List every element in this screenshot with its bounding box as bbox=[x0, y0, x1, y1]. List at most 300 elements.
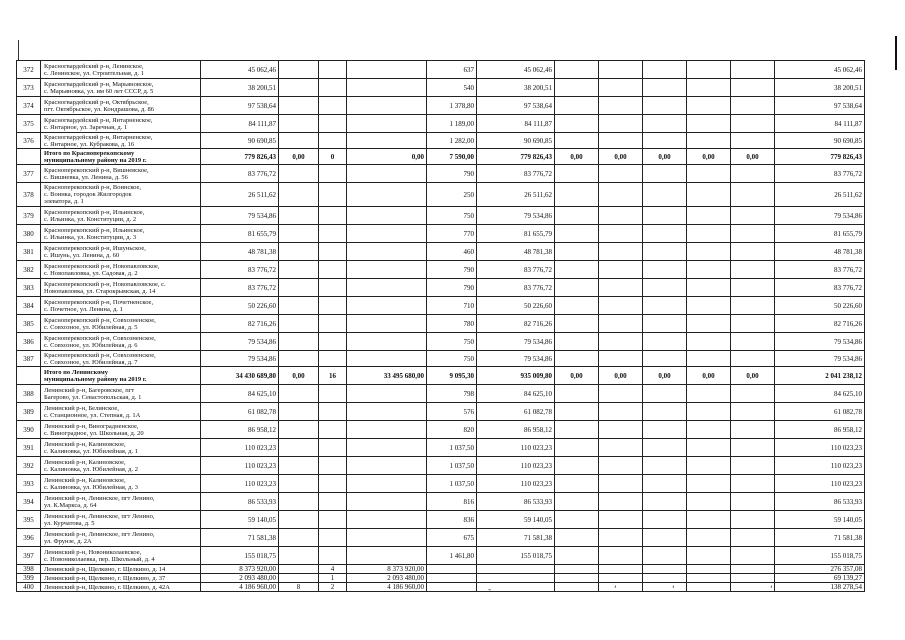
value-cell: 79 534,86 bbox=[201, 351, 279, 367]
value-cell bbox=[643, 133, 687, 149]
value-cell: 4 bbox=[319, 565, 347, 574]
value-cell bbox=[687, 297, 731, 315]
value-cell: 0,00 bbox=[731, 149, 775, 165]
value-cell bbox=[643, 547, 687, 565]
value-cell bbox=[555, 79, 599, 97]
value-cell bbox=[279, 297, 319, 315]
value-cell: 38 200,51 bbox=[775, 79, 865, 97]
value-cell bbox=[319, 385, 347, 403]
value-cell: 790 bbox=[427, 279, 477, 297]
value-cell bbox=[279, 403, 319, 421]
row-number-cell bbox=[17, 367, 41, 385]
handwritten-mark: ‘ bbox=[672, 585, 675, 595]
value-cell bbox=[347, 421, 427, 439]
value-cell bbox=[731, 547, 775, 565]
value-cell bbox=[643, 421, 687, 439]
table-row bbox=[17, 439, 865, 457]
value-cell bbox=[643, 79, 687, 97]
value-cell bbox=[279, 225, 319, 243]
row-number-cell: 374 bbox=[17, 97, 41, 115]
value-cell bbox=[599, 475, 643, 493]
value-cell: 79 534,86 bbox=[201, 333, 279, 351]
row-number-cell: 389 bbox=[17, 403, 41, 421]
value-cell: 0,00 bbox=[599, 149, 643, 165]
value-cell: 83 776,72 bbox=[477, 279, 555, 297]
value-cell bbox=[319, 439, 347, 457]
value-cell: 83 776,72 bbox=[477, 165, 555, 183]
value-cell bbox=[347, 547, 427, 565]
row-number-cell: 380 bbox=[17, 225, 41, 243]
value-cell bbox=[599, 225, 643, 243]
table-row bbox=[17, 565, 865, 574]
value-cell bbox=[279, 565, 319, 574]
value-cell bbox=[643, 511, 687, 529]
value-cell bbox=[347, 439, 427, 457]
value-cell bbox=[687, 457, 731, 475]
value-cell bbox=[555, 183, 599, 207]
value-cell bbox=[555, 297, 599, 315]
row-number-cell: 396 bbox=[17, 529, 41, 547]
table-row bbox=[17, 279, 865, 297]
value-cell: 61 082,78 bbox=[477, 403, 555, 421]
value-cell: 79 534,86 bbox=[201, 207, 279, 225]
value-cell: 8 373 920,00 bbox=[347, 565, 427, 574]
value-cell: 86 533,93 bbox=[775, 493, 865, 511]
value-cell bbox=[687, 333, 731, 351]
value-cell bbox=[319, 183, 347, 207]
value-cell: 790 bbox=[427, 261, 477, 279]
value-cell bbox=[319, 475, 347, 493]
value-cell bbox=[731, 279, 775, 297]
address-cell: Ленинский р-н, Багеровское, пгт Багерово, ул. Севастопольская, д. 1 bbox=[41, 385, 201, 403]
value-cell bbox=[599, 457, 643, 475]
value-cell: 750 bbox=[427, 333, 477, 351]
value-cell: 710 bbox=[427, 297, 477, 315]
value-cell bbox=[687, 493, 731, 511]
total-row bbox=[17, 149, 865, 165]
value-cell bbox=[643, 315, 687, 333]
value-cell: 83 776,72 bbox=[201, 261, 279, 279]
value-cell bbox=[279, 315, 319, 333]
value-cell bbox=[643, 61, 687, 79]
value-cell bbox=[731, 165, 775, 183]
address-cell: Ленинский р-н, Щелкино, г. Щелкино, д. 14 bbox=[41, 565, 201, 574]
value-cell bbox=[687, 115, 731, 133]
value-cell: 820 bbox=[427, 421, 477, 439]
row-number-cell: 378 bbox=[17, 183, 41, 207]
value-cell: 79 534,86 bbox=[775, 351, 865, 367]
table-row bbox=[17, 547, 865, 565]
address-cell: Ленинский р-н, Калиновское, с. Калиновка, ул. Юбилейная, д. 3 bbox=[41, 475, 201, 493]
value-cell: 155 018,75 bbox=[201, 547, 279, 565]
value-cell bbox=[319, 511, 347, 529]
value-cell bbox=[347, 529, 427, 547]
value-cell bbox=[279, 261, 319, 279]
value-cell bbox=[643, 457, 687, 475]
value-cell bbox=[555, 165, 599, 183]
value-cell bbox=[731, 583, 775, 592]
value-cell bbox=[599, 115, 643, 133]
value-cell bbox=[347, 315, 427, 333]
value-cell bbox=[319, 547, 347, 565]
value-cell: 48 781,38 bbox=[477, 243, 555, 261]
value-cell bbox=[599, 297, 643, 315]
value-cell bbox=[319, 421, 347, 439]
value-cell bbox=[731, 315, 775, 333]
value-cell bbox=[555, 385, 599, 403]
value-cell bbox=[599, 493, 643, 511]
value-cell bbox=[555, 583, 599, 592]
value-cell: 79 534,86 bbox=[775, 207, 865, 225]
value-cell: 83 776,72 bbox=[775, 279, 865, 297]
value-cell: 83 776,72 bbox=[477, 261, 555, 279]
value-cell: 26 511,62 bbox=[477, 183, 555, 207]
table-row bbox=[17, 61, 865, 79]
value-cell: 0,00 bbox=[687, 367, 731, 385]
address-cell: Красноперекопский р-н, Вишневское, с. Вишневка, ул. Ленина, д. 56 bbox=[41, 165, 201, 183]
table-row bbox=[17, 511, 865, 529]
value-cell bbox=[599, 133, 643, 149]
value-cell bbox=[555, 529, 599, 547]
row-number-cell: 387 bbox=[17, 351, 41, 367]
address-cell: Итого по Красноперекопскому муниципальному району на 2019 г. bbox=[41, 149, 201, 165]
value-cell bbox=[319, 261, 347, 279]
value-cell: 86 958,12 bbox=[201, 421, 279, 439]
table-row bbox=[17, 243, 865, 261]
value-cell bbox=[279, 97, 319, 115]
value-cell bbox=[643, 403, 687, 421]
value-cell: 71 581,38 bbox=[775, 529, 865, 547]
table-row bbox=[17, 385, 865, 403]
value-cell: 33 495 680,00 bbox=[347, 367, 427, 385]
value-cell: 45 062,46 bbox=[477, 61, 555, 79]
value-cell: 816 bbox=[427, 493, 477, 511]
table-row bbox=[17, 97, 865, 115]
value-cell: 8 373 920,00 bbox=[201, 565, 279, 574]
value-cell bbox=[555, 243, 599, 261]
value-cell bbox=[599, 207, 643, 225]
value-cell: 50 226,60 bbox=[775, 297, 865, 315]
value-cell bbox=[279, 115, 319, 133]
value-cell: 1 189,00 bbox=[427, 115, 477, 133]
table-row bbox=[17, 79, 865, 97]
value-cell: 1 bbox=[319, 574, 347, 583]
value-cell: 79 534,86 bbox=[477, 333, 555, 351]
value-cell bbox=[319, 529, 347, 547]
value-cell bbox=[319, 333, 347, 351]
value-cell bbox=[279, 79, 319, 97]
value-cell bbox=[279, 385, 319, 403]
value-cell bbox=[347, 403, 427, 421]
value-cell: 779 826,43 bbox=[775, 149, 865, 165]
address-cell: Красноперекопский р-н, Совхозненское, с. Совхозное, ул. Юбилейная, д. 5 bbox=[41, 315, 201, 333]
value-cell: 576 bbox=[427, 403, 477, 421]
value-cell bbox=[279, 183, 319, 207]
address-cell: Ленинский р-н, Ленинское, пгт Ленино, ул. Курчатова, д. 5 bbox=[41, 511, 201, 529]
value-cell bbox=[319, 115, 347, 133]
value-cell: 1 461,80 bbox=[427, 547, 477, 565]
value-cell: 110 023,23 bbox=[477, 439, 555, 457]
value-cell bbox=[731, 574, 775, 583]
value-cell: 750 bbox=[427, 207, 477, 225]
value-cell bbox=[555, 115, 599, 133]
row-number-cell: 386 bbox=[17, 333, 41, 351]
value-cell bbox=[643, 529, 687, 547]
value-cell: 138 278,54 bbox=[775, 583, 865, 592]
handwritten-mark: ‘ bbox=[770, 585, 773, 595]
value-cell bbox=[347, 115, 427, 133]
value-cell bbox=[427, 583, 477, 592]
value-cell bbox=[643, 225, 687, 243]
address-cell: Красноперекопский р-н, Ишуньское, с. Ишунь, ул. Ленина, д. 60 bbox=[41, 243, 201, 261]
value-cell bbox=[427, 565, 477, 574]
value-cell bbox=[347, 225, 427, 243]
address-cell: Красноперекопский р-н, Почетненское, с. Почетное, ул. Ленина, д. 1 bbox=[41, 297, 201, 315]
row-number-cell: 375 bbox=[17, 115, 41, 133]
value-cell: 0,00 bbox=[555, 367, 599, 385]
value-cell bbox=[643, 565, 687, 574]
value-cell bbox=[599, 421, 643, 439]
value-cell bbox=[687, 279, 731, 297]
value-cell: 110 023,23 bbox=[775, 439, 865, 457]
table-row bbox=[17, 165, 865, 183]
value-cell: 97 538,64 bbox=[201, 97, 279, 115]
value-cell: 0,00 bbox=[555, 149, 599, 165]
value-cell bbox=[555, 315, 599, 333]
value-cell: 86 533,93 bbox=[477, 493, 555, 511]
value-cell bbox=[731, 421, 775, 439]
value-cell: 110 023,23 bbox=[477, 457, 555, 475]
value-cell: 155 018,75 bbox=[775, 547, 865, 565]
value-cell bbox=[427, 574, 477, 583]
value-cell bbox=[347, 61, 427, 79]
table-row bbox=[17, 457, 865, 475]
address-cell: Красногвардейский р-н, Янтарненское, с. Янтарное, ул. Заречная, д. 1 bbox=[41, 115, 201, 133]
value-cell: 79 534,86 bbox=[477, 207, 555, 225]
value-cell bbox=[599, 183, 643, 207]
value-cell bbox=[599, 165, 643, 183]
value-cell: 71 581,38 bbox=[477, 529, 555, 547]
value-cell: 250 bbox=[427, 183, 477, 207]
value-cell bbox=[599, 574, 643, 583]
address-cell: Ленинский р-н, Ленинское, пгт Ленино, ул. К.Маркса, д. 64 bbox=[41, 493, 201, 511]
value-cell bbox=[731, 207, 775, 225]
value-cell bbox=[319, 61, 347, 79]
handwritten-mark: ‘ bbox=[614, 585, 617, 595]
address-cell: Красногвардейский р-н, Ленинское, с. Ленинское, ул. Строительная, д. 1 bbox=[41, 61, 201, 79]
value-cell: 84 625,10 bbox=[201, 385, 279, 403]
property-table bbox=[16, 60, 865, 592]
value-cell bbox=[687, 574, 731, 583]
total-row bbox=[17, 367, 865, 385]
row-number-cell: 391 bbox=[17, 439, 41, 457]
value-cell bbox=[555, 511, 599, 529]
value-cell bbox=[687, 133, 731, 149]
value-cell bbox=[279, 511, 319, 529]
value-cell bbox=[687, 511, 731, 529]
value-cell: 0,00 bbox=[687, 149, 731, 165]
value-cell bbox=[319, 133, 347, 149]
value-cell bbox=[731, 439, 775, 457]
value-cell bbox=[599, 529, 643, 547]
value-cell: 50 226,60 bbox=[201, 297, 279, 315]
value-cell bbox=[319, 165, 347, 183]
value-cell bbox=[731, 79, 775, 97]
row-number-cell: 395 bbox=[17, 511, 41, 529]
value-cell bbox=[555, 225, 599, 243]
value-cell: 4 186 960,00 bbox=[201, 583, 279, 592]
address-cell: Ленинский р-н, Щелкино, г. Щелкино, д. 42А bbox=[41, 583, 201, 592]
table-row bbox=[17, 583, 865, 592]
value-cell: 38 200,51 bbox=[201, 79, 279, 97]
value-cell: 71 581,38 bbox=[201, 529, 279, 547]
value-cell bbox=[279, 457, 319, 475]
value-cell bbox=[555, 133, 599, 149]
value-cell: 8 bbox=[279, 583, 319, 592]
value-cell bbox=[555, 279, 599, 297]
value-cell: 48 781,38 bbox=[201, 243, 279, 261]
value-cell: 79 534,86 bbox=[775, 333, 865, 351]
value-cell: 1 037,50 bbox=[427, 475, 477, 493]
value-cell bbox=[319, 97, 347, 115]
value-cell bbox=[599, 279, 643, 297]
value-cell bbox=[555, 61, 599, 79]
value-cell: 61 082,78 bbox=[201, 403, 279, 421]
value-cell bbox=[555, 403, 599, 421]
value-cell bbox=[347, 79, 427, 97]
value-cell bbox=[555, 457, 599, 475]
row-number-cell: 373 bbox=[17, 79, 41, 97]
value-cell: 84 625,10 bbox=[477, 385, 555, 403]
value-cell: 81 655,79 bbox=[775, 225, 865, 243]
value-cell: 675 bbox=[427, 529, 477, 547]
value-cell: 540 bbox=[427, 79, 477, 97]
value-cell: 83 776,72 bbox=[201, 165, 279, 183]
value-cell: 83 776,72 bbox=[201, 279, 279, 297]
address-cell: Красногвардейский р-н, Янтарненское, с. Янтарное, ул. Кубракова, д. 16 bbox=[41, 133, 201, 149]
value-cell bbox=[687, 79, 731, 97]
value-cell bbox=[347, 207, 427, 225]
row-number-cell: 381 bbox=[17, 243, 41, 261]
row-number-cell: 400 bbox=[17, 583, 41, 592]
table-row bbox=[17, 351, 865, 367]
value-cell bbox=[599, 583, 643, 592]
table-row bbox=[17, 574, 865, 583]
value-cell bbox=[599, 333, 643, 351]
value-cell: 90 690,85 bbox=[477, 133, 555, 149]
value-cell: 48 781,38 bbox=[775, 243, 865, 261]
value-cell: 84 111,87 bbox=[775, 115, 865, 133]
value-cell bbox=[643, 165, 687, 183]
value-cell: 1 282,00 bbox=[427, 133, 477, 149]
value-cell bbox=[643, 385, 687, 403]
row-number-cell: 393 bbox=[17, 475, 41, 493]
value-cell: 50 226,60 bbox=[477, 297, 555, 315]
value-cell bbox=[599, 79, 643, 97]
value-cell bbox=[319, 207, 347, 225]
row-number-cell: 392 bbox=[17, 457, 41, 475]
value-cell bbox=[643, 475, 687, 493]
value-cell bbox=[687, 165, 731, 183]
value-cell bbox=[347, 97, 427, 115]
table-row bbox=[17, 475, 865, 493]
value-cell bbox=[599, 385, 643, 403]
row-number-cell: 388 bbox=[17, 385, 41, 403]
value-cell bbox=[319, 225, 347, 243]
value-cell: 82 716,26 bbox=[201, 315, 279, 333]
value-cell bbox=[687, 439, 731, 457]
value-cell bbox=[555, 351, 599, 367]
value-cell: 0,00 bbox=[347, 149, 427, 165]
row-number-cell: 390 bbox=[17, 421, 41, 439]
value-cell bbox=[643, 297, 687, 315]
value-cell bbox=[347, 165, 427, 183]
address-cell: Красноперекопский р-н, Новопавловское, с. Новопавловка, ул. Садовая, д. 2 bbox=[41, 261, 201, 279]
value-cell bbox=[599, 315, 643, 333]
value-cell bbox=[347, 511, 427, 529]
value-cell: 83 776,72 bbox=[775, 261, 865, 279]
value-cell bbox=[731, 493, 775, 511]
value-cell bbox=[643, 583, 687, 592]
table-row bbox=[17, 421, 865, 439]
address-cell: Итого по Ленинскому муниципальному району на 2019 г. bbox=[41, 367, 201, 385]
value-cell bbox=[347, 243, 427, 261]
address-cell: Красноперекопский р-н, Ильинское, с. Ильинка, ул. Конституции, д. 3 bbox=[41, 225, 201, 243]
address-cell: Красногвардейский р-н, Марьяновское, с. Марьяновка, ул. им 60 лет СССР, д. 5 bbox=[41, 79, 201, 97]
value-cell bbox=[643, 333, 687, 351]
value-cell: 750 bbox=[427, 351, 477, 367]
value-cell: 61 082,78 bbox=[775, 403, 865, 421]
value-cell bbox=[319, 79, 347, 97]
value-cell bbox=[643, 243, 687, 261]
value-cell: 0,00 bbox=[599, 367, 643, 385]
row-number-cell: 397 bbox=[17, 547, 41, 565]
value-cell bbox=[599, 61, 643, 79]
value-cell: 790 bbox=[427, 165, 477, 183]
value-cell: 780 bbox=[427, 315, 477, 333]
value-cell bbox=[279, 421, 319, 439]
value-cell: 97 538,64 bbox=[775, 97, 865, 115]
address-cell: Красноперекопский р-н, Новопавловское, с. Новопавловка, ул. Старокрымская, д. 14 bbox=[41, 279, 201, 297]
value-cell bbox=[643, 574, 687, 583]
value-cell bbox=[347, 279, 427, 297]
value-cell: 935 009,80 bbox=[477, 367, 555, 385]
row-number-cell: 372 bbox=[17, 61, 41, 79]
value-cell bbox=[319, 493, 347, 511]
value-cell: 34 430 689,80 bbox=[201, 367, 279, 385]
table-row bbox=[17, 529, 865, 547]
value-cell bbox=[687, 315, 731, 333]
value-cell bbox=[731, 475, 775, 493]
value-cell bbox=[279, 351, 319, 367]
row-number-cell: 383 bbox=[17, 279, 41, 297]
value-cell bbox=[279, 475, 319, 493]
value-cell: 82 716,26 bbox=[477, 315, 555, 333]
address-cell: Красноперекопский р-н, Совхозненское, с. Совхозное, ул. Юбилейная, д. 7 bbox=[41, 351, 201, 367]
value-cell bbox=[687, 97, 731, 115]
value-cell bbox=[599, 439, 643, 457]
value-cell bbox=[319, 351, 347, 367]
address-cell: Красноперекопский р-н, Совхозненское, с. Совхозное, ул. Юбилейная, д. 6 bbox=[41, 333, 201, 351]
value-cell: 110 023,23 bbox=[775, 457, 865, 475]
value-cell bbox=[731, 297, 775, 315]
value-cell: 460 bbox=[427, 243, 477, 261]
table-row bbox=[17, 207, 865, 225]
value-cell bbox=[477, 574, 555, 583]
address-cell: Ленинский р-н, Ленинское, пгт Ленино, ул. Фрунзе, д. 2А bbox=[41, 529, 201, 547]
value-cell bbox=[731, 243, 775, 261]
page-edge-mark bbox=[895, 36, 897, 70]
